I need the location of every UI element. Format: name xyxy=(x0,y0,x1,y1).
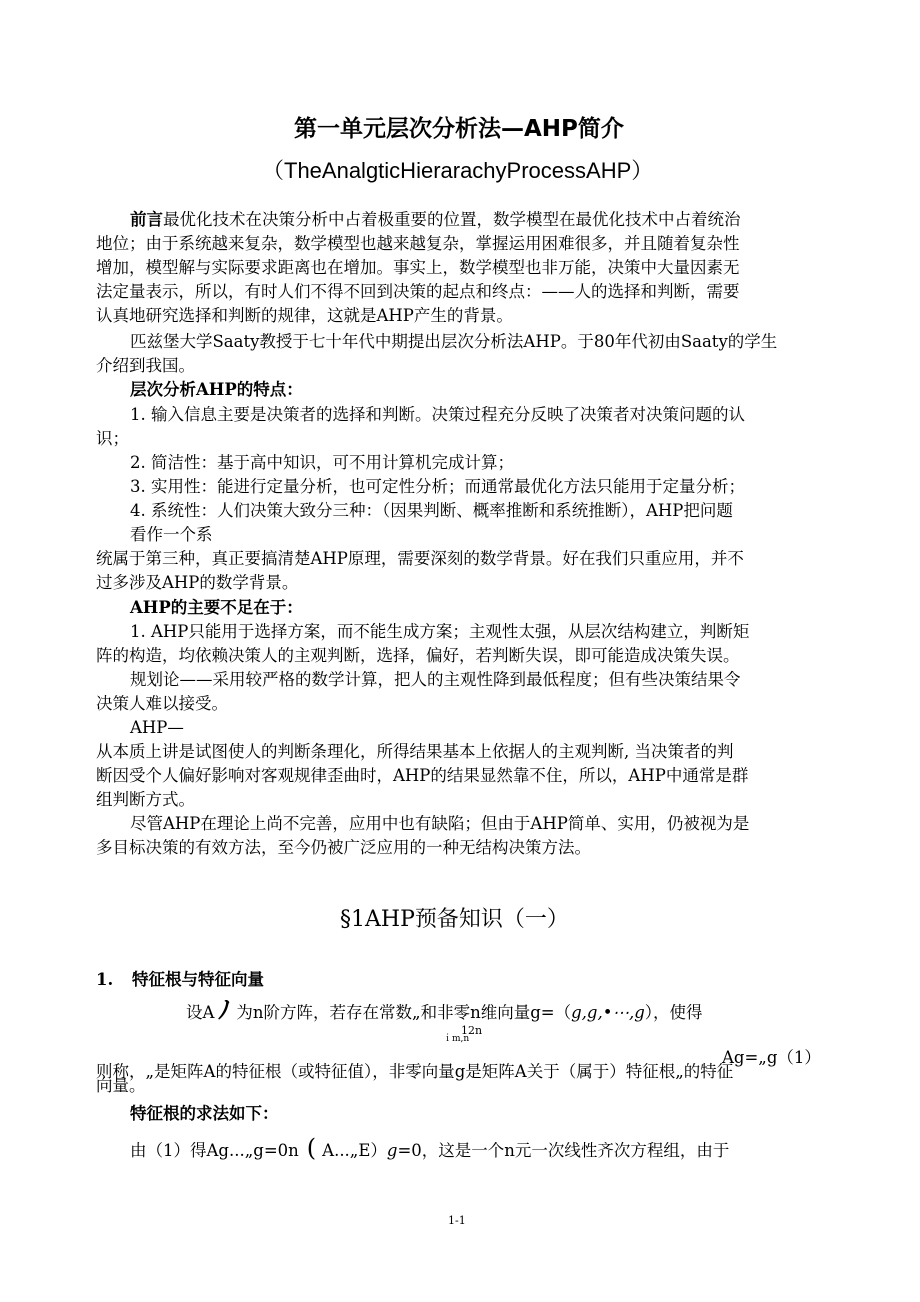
preface-heading: 前言 xyxy=(130,210,163,229)
page-number: 1-1 xyxy=(448,1214,466,1227)
preface-line-1 xyxy=(130,208,741,232)
equation-1: Ag=„g（1） xyxy=(722,1048,821,1067)
preface-line-3: 增加，模型解与实际要求距离也在增加。事实上，数学模型也非万能，决策中大量因素无 xyxy=(96,258,740,277)
ahp-dash: AHP— xyxy=(130,718,184,737)
shortcomings-heading: AHP的主要不足在于： xyxy=(130,598,303,617)
then-line-2: 向量。 xyxy=(96,1076,146,1095)
subscript-im-n: ｉm,n xyxy=(443,1034,470,1044)
preface-p2-line-2: 介绍到我国。 xyxy=(96,356,195,375)
preface-text-1: 最优化技术在决策分析中占着极重要的位置，数学模型在最优化技术中占着统治 xyxy=(163,210,741,229)
preface-line-4: 法定量表示，所以，有时人们不得不回到决策的起点和终点：——人的选择和判断，需要 xyxy=(96,282,740,301)
page-title: 第一单元层次分析法—AHP简介 xyxy=(294,116,624,142)
open-paren-glyph: ( xyxy=(306,1134,317,1162)
preface-line-5: 认真地研究选择和判断的规律，这就是AHP产生的背景。 xyxy=(96,306,513,325)
matrix-bracket-glyph: ﾉ xyxy=(218,995,231,1024)
programming-line-2: 决策人难以接受。 xyxy=(96,694,228,713)
subscript-12n: 12n xyxy=(461,1024,483,1037)
conclusion-line-2: 多目标决策的有效方法，至今仍被广泛应用的一种无结构决策方法。 xyxy=(96,838,591,857)
feature-4-line-1: 4. 系统性：人们决策大致分三种：（因果判断、概率推断和系统推断），AHP把问题 xyxy=(130,501,733,520)
derivation-part-a: 由（1）得Ag...„g=0n xyxy=(130,1141,299,1160)
feature-1-line-1: 1. 输入信息主要是决策者的选择和判断。决策过程充分反映了决策者对决策问题的认 xyxy=(130,405,745,424)
derivation-part-d: =0，这是一个n元一次线性齐次方程组，由于 xyxy=(397,1141,730,1160)
feature-4-line-4: 过多涉及AHP的数学背景。 xyxy=(96,573,299,592)
definition-part-a: 设A xyxy=(186,1003,215,1022)
section-heading: §1AHP预备知识（一） xyxy=(340,907,569,932)
shortcoming-1-line-1: 1. AHP只能用于选择方案，而不能生成方案；主观性太强，从层次结构建立，判断矩 xyxy=(130,622,750,641)
essence-line-2: 断因受个人偏好影响对客观规律歪曲时，AHP的结果显然靠不住，所以，AHP中通常是群 xyxy=(96,766,749,785)
essence-line-3: 组判断方式。 xyxy=(96,790,195,809)
derivation-part-b: A...„E） xyxy=(322,1141,387,1160)
then-line: 则称，„是矩阵A的特征根（或特征值），非零向量g是矩阵A关于（属于）特征根„的特征 xyxy=(96,1062,734,1081)
derivation-g: g xyxy=(386,1141,398,1160)
feature-2: 2. 简洁性：基于高中知识，可不用计算机完成计算； xyxy=(130,453,514,472)
page-subtitle: （TheAnalgticHierarachyProcessAHP） xyxy=(262,158,654,183)
feature-1-line-2: 识； xyxy=(96,429,129,448)
subsection-title: 特征根与特征向量 xyxy=(132,970,264,989)
shortcoming-1-line-2: 阵的构造，均依赖决策人的主观判断，选择，偏好，若判断失误，即可能造成决策失误。 xyxy=(96,646,740,665)
definition-line xyxy=(186,995,703,1025)
method-heading: 特征根的求法如下： xyxy=(130,1104,279,1123)
definition-vector: g,g,•⋯,g xyxy=(571,1003,645,1022)
essence-line-1: 从本质上讲是试图使人的判断条理化，所得结果基本上依据人的主观判断, 当决策者的判 xyxy=(96,742,734,761)
features-heading: 层次分析AHP的特点： xyxy=(130,380,303,399)
feature-3: 3. 实用性：能进行定量分析，也可定性分析；而通常最优化方法只能用于定量分析； xyxy=(130,477,745,496)
subsection-number: 1. xyxy=(96,970,114,989)
feature-4-line-2: 看作一个系 xyxy=(130,525,213,544)
derivation-line xyxy=(130,1136,729,1163)
preface-line-2: 地位；由于系统越来复杂，数学模型也越来越复杂，掌握运用困难很多，并且随着复杂性 xyxy=(96,234,740,253)
conclusion-line-1: 尽管AHP在理论上尚不完善，应用中也有缺陷；但由于AHP简单、实用，仍被视为是 xyxy=(130,814,750,833)
definition-part-b: 为n阶方阵，若存在常数„和非零n维向量g=（ xyxy=(236,1003,572,1022)
programming-line-1: 规划论——采用较严格的数学计算，把人的主观性降到最低程度；但有些决策结果令 xyxy=(130,670,741,689)
feature-4-line-3: 统属于第三种，真正要搞清楚AHP原理，需要深刻的数学背景。好在我们只重应用，并不 xyxy=(96,549,744,568)
preface-p2-line-1: 匹兹堡大学Saaty教授于七十年代中期提出层次分析法AHP。于80年代初由Saaty的学生 xyxy=(130,332,778,351)
definition-part-d: ），使得 xyxy=(644,1003,703,1022)
